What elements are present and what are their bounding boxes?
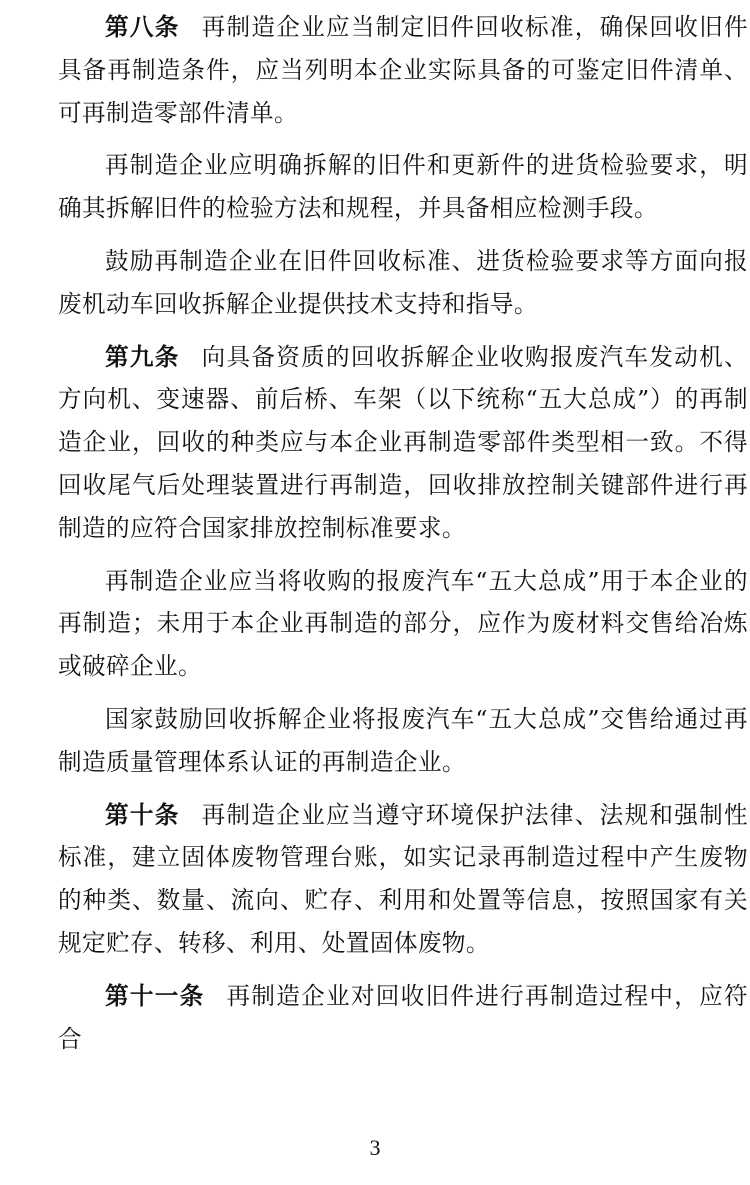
- paragraph-text: 向具备资质的回收拆解企业收购报废汽车发动机、方向机、变速器、前后桥、车架（以下统称“五大总成”）的再制造企业，回收的种类应与本企业再制造零部件类型相一致。不得回收尾气后处理装置进行再制造，回收排放控制关键部件进行再制造的应符合国家排放控制标准要求。: [58, 342, 748, 542]
- paragraph-text: 再制造企业应当将收购的报废汽车“五大总成”用于本企业的再制造；未用于本企业再制造的部分，应作为废材料交售给冶炼或破碎企业。: [58, 566, 748, 681]
- paragraph-text: 再制造企业应当制定旧件回收标准，确保回收旧件具备再制造条件，应当列明本企业实际具备的可鉴定旧件清单、可再制造零部件清单。: [58, 13, 748, 127]
- paragraph-text: 再制造企业应明确拆解的旧件和更新件的进货检验要求，明确其拆解旧件的检验方法和规程，并具备相应检测手段。: [58, 151, 748, 223]
- paragraph-text: 鼓励再制造企业在旧件回收标准、进货检验要求等方面向报废机动车回收拆解企业提供技术支持和指导。: [58, 246, 748, 318]
- paragraph-text: 再制造企业对回收旧件进行再制造过程中，应符合: [58, 981, 748, 1053]
- document-body: [58, 6, 748, 1070]
- article-title: 第八条: [105, 13, 180, 41]
- paragraph: [58, 240, 748, 326]
- page-number: 3: [369, 1135, 381, 1160]
- paragraph-article-11: [58, 975, 748, 1061]
- paragraph-article-10: [58, 794, 748, 965]
- paragraph: [58, 560, 748, 688]
- paragraph-article-8: [58, 6, 748, 134]
- article-title: 第十条: [105, 800, 180, 829]
- paragraph-text: 再制造企业应当遵守环境保护法律、法规和强制性标准，建立固体废物管理台账，如实记录再制造过程中产生废物的种类、数量、流向、贮存、利用和处置等信息，按照国家有关规定贮存、转移、利用、处置固体废物。: [58, 800, 748, 957]
- paragraph: [58, 698, 748, 784]
- article-title: 第九条: [105, 342, 180, 371]
- paragraph: [58, 144, 748, 230]
- paragraph-text: 国家鼓励回收拆解企业将报废汽车“五大总成”交售给通过再制造质量管理体系认证的再制造企业。: [58, 704, 748, 776]
- paragraph-article-9: [58, 336, 748, 550]
- article-title: 第十一条: [105, 981, 205, 1010]
